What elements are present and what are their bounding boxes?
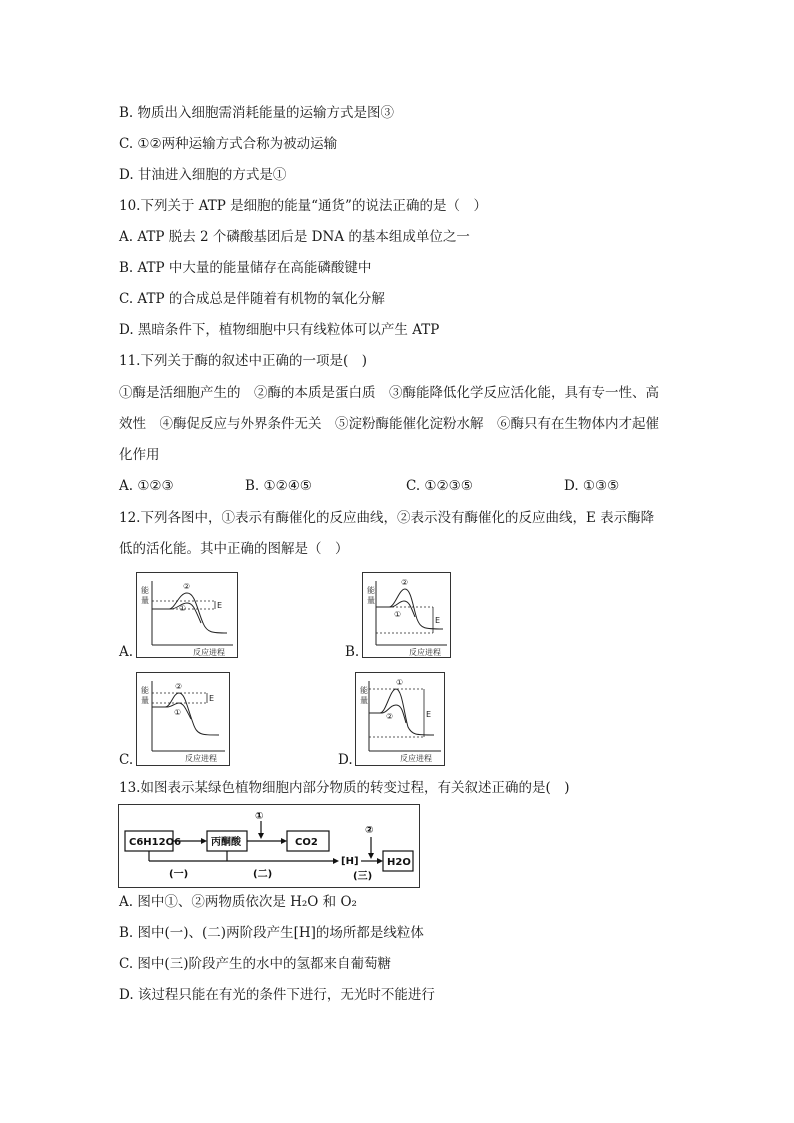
q11-option-c: C. ①②③⑤ bbox=[406, 478, 473, 494]
q11-option-b: B. ①②④⑤ bbox=[245, 478, 312, 494]
q12-option-a-label: A. bbox=[119, 644, 134, 660]
stage-2-label: (二) bbox=[253, 869, 273, 880]
q12-stem-line2: 低的活化能。其中正确的图解是（ ） bbox=[119, 541, 349, 557]
q13-option-c: C. 图中(三)阶段产生的水中的氢都来自葡萄糖 bbox=[119, 956, 391, 972]
svg-text:量: 量 bbox=[367, 596, 375, 605]
x-axis-label: 反应进程 bbox=[193, 648, 225, 657]
q13-stem: 13.如图表示某绿色植物细胞内部分物质的转变过程，有关叙述正确的是( ) bbox=[119, 780, 570, 796]
q12-option-b-label: B. bbox=[345, 644, 360, 660]
svg-text:①: ① bbox=[394, 610, 402, 619]
q9-option-d: D. 甘油进入细胞的方式是① bbox=[119, 167, 287, 183]
co2-label: CO2 bbox=[295, 837, 318, 848]
q12-option-d-label: D. bbox=[338, 752, 353, 768]
svg-text:②: ② bbox=[175, 682, 183, 691]
stage-3-label: (三) bbox=[353, 871, 373, 882]
q9-option-b: B. 物质出入细胞需消耗能量的运输方式是图③ bbox=[119, 105, 395, 121]
svg-text:能: 能 bbox=[360, 686, 368, 695]
svg-text:量: 量 bbox=[141, 696, 149, 705]
y-axis-label-2: 量 bbox=[141, 596, 149, 605]
curve-2-label: ② bbox=[183, 582, 191, 591]
q11-option-a: A. ①②③ bbox=[119, 478, 174, 494]
svg-text:量: 量 bbox=[360, 696, 368, 705]
q12-figure-a bbox=[136, 572, 238, 658]
svg-text:②: ② bbox=[386, 712, 394, 721]
svg-text:②: ② bbox=[401, 578, 409, 587]
stage-1-label: (一) bbox=[169, 869, 189, 880]
svg-text:反应进程: 反应进程 bbox=[409, 648, 441, 657]
q12-figure-d bbox=[355, 672, 445, 766]
q13-option-d: D. 该过程只能在有光的条件下进行，无光时不能进行 bbox=[119, 987, 435, 1003]
q13-option-b: B. 图中(一)、(二)两阶段产生[H]的场所都是线粒体 bbox=[119, 925, 424, 941]
marker-2: ② bbox=[365, 825, 374, 836]
curve-1 bbox=[152, 603, 201, 623]
svg-text:能: 能 bbox=[367, 586, 375, 595]
q10-option-c: C. ATP 的合成总是伴随着有机物的氧化分解 bbox=[119, 291, 385, 307]
q10-option-b: B. ATP 中大量的能量储存在高能磷酸键中 bbox=[119, 260, 372, 276]
q10-option-d: D. 黑暗条件下，植物细胞中只有线粒体可以产生 ATP bbox=[119, 322, 440, 338]
glucose-label: C6H12O6 bbox=[129, 837, 182, 848]
q12-figure-b bbox=[362, 572, 451, 658]
water-label: H2O bbox=[387, 857, 411, 868]
y-axis-label-1: 能 bbox=[141, 586, 149, 595]
q11-stem: 11.下列关于酶的叙述中正确的一项是( ) bbox=[119, 353, 368, 369]
svg-text:①: ① bbox=[396, 678, 404, 687]
q11-statements-line2: 效性 ④酶促反应与外界条件无关 ⑤淀粉酶能催化淀粉水解 ⑥酶只有在生物体内才起催 bbox=[119, 416, 659, 432]
q10-option-a: A. ATP 脱去 2 个磷酸基团后是 DNA 的基本组成单位之一 bbox=[119, 229, 470, 245]
svg-text:①: ① bbox=[174, 708, 182, 717]
pyruvate-label: 丙酮酸 bbox=[211, 837, 241, 848]
q12-option-c-label: C. bbox=[119, 752, 134, 768]
svg-text:反应进程: 反应进程 bbox=[185, 754, 217, 763]
q12-stem-line1: 12.下列各图中，①表示有酶催化的反应曲线，②表示没有酶催化的反应曲线，E 表示酶降 bbox=[119, 510, 655, 526]
q10-stem: 10.下列关于 ATP 是细胞的能量“通货”的说法正确的是（ ） bbox=[119, 198, 487, 214]
svg-text:E: E bbox=[426, 710, 432, 719]
h-label: [H] bbox=[341, 856, 359, 867]
q9-option-c: C. ①②两种运输方式合称为被动运输 bbox=[119, 136, 338, 152]
svg-text:E: E bbox=[209, 694, 215, 703]
curve-1-label: ① bbox=[179, 604, 187, 613]
q11-option-d: D. ①③⑤ bbox=[564, 478, 620, 494]
e-label: E bbox=[217, 601, 223, 610]
marker-1: ① bbox=[255, 811, 264, 822]
svg-text:反应进程: 反应进程 bbox=[400, 754, 432, 763]
q12-figure-c bbox=[136, 672, 230, 766]
q13-option-a: A. 图中①、②两物质依次是 H₂O 和 O₂ bbox=[119, 894, 357, 910]
q11-statements-line3: 化作用 bbox=[119, 447, 160, 463]
curve-2 bbox=[152, 593, 227, 633]
svg-text:能: 能 bbox=[141, 686, 149, 695]
svg-text:E: E bbox=[435, 616, 441, 625]
q11-statements-line1: ①酶是活细胞产生的 ②酶的本质是蛋白质 ③酶能降低化学反应活化能，具有专一性、高 bbox=[119, 385, 659, 401]
q13-respiration-diagram bbox=[118, 804, 420, 888]
